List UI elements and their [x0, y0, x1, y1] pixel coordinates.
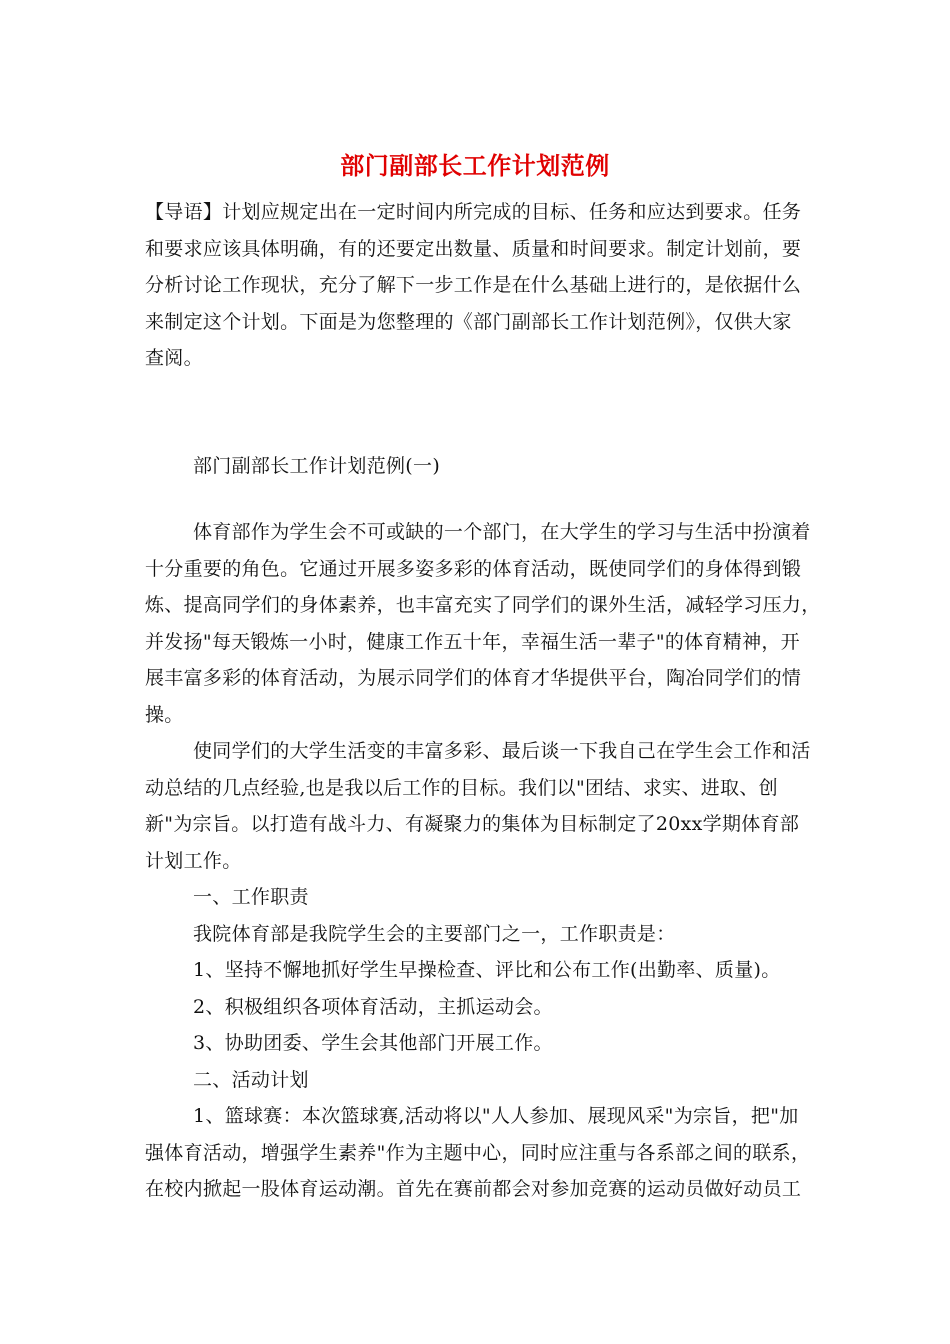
list-heading: 二、活动计划: [193, 1068, 309, 1091]
paragraph-line: 使同学们的大学生活变的丰富多彩、最后谈一下我自己在学生会工作和活: [193, 740, 811, 762]
list-heading: 一、工作职责: [193, 886, 309, 908]
paragraph-line: 体育部作为学生会不可或缺的一个部门，在大学生的学习与生活中扮演着: [193, 521, 811, 543]
paragraph-line: 1、篮球赛：本次篮球赛,活动将以"人人参加、展现风采"为宗旨，把"加: [193, 1105, 799, 1127]
paragraph-line: 新"为宗旨。以打造有战斗力、有凝聚力的集体为目标制定了20xx学期体育部: [145, 813, 800, 835]
paragraph-line: 展丰富多彩的体育活动，为展示同学们的体育才华提供平台，陶冶同学们的情: [145, 667, 802, 689]
paragraph-line: 动总结的几点经验,也是我以后工作的目标。我们以"团结、求实、进取、创: [145, 776, 778, 799]
paragraph-line: 在校内掀起一股体育运动潮。首先在赛前都会对参加竞赛的运动员做好动员工: [145, 1178, 802, 1200]
paragraph-line: 炼、提高同学们的身体素养，也丰富充实了同学们的课外生活，减轻学习压力，: [145, 594, 821, 616]
intro-line: 来制定这个计划。下面是为您整理的《部门副部长工作计划范例》，仅供大家: [145, 310, 792, 333]
list-item: 2、积极组织各项体育活动，主抓运动会。: [193, 995, 553, 1018]
paragraph-line: 十分重要的角色。它通过开展多姿多彩的体育活动，既使同学们的身体得到锻: [145, 557, 802, 580]
paragraph-line: 并发扬"每天锻炼一小时，健康工作五十年，幸福生活一辈子"的体育精神，开: [145, 630, 800, 653]
paragraph-line: 计划工作。: [145, 849, 242, 872]
intro-line: 和要求应该具体明确，有的还要定出数量、质量和时间要求。制定计划前，要: [145, 237, 802, 260]
intro-line: 查阅。: [145, 347, 203, 369]
paragraph-line: 我院体育部是我院学生会的主要部门之一，工作职责是：: [193, 922, 676, 945]
list-item: 1、坚持不懈地抓好学生早操检查、评比和公布工作(出勤率、质量)。: [193, 959, 781, 981]
section-heading: 部门副部长工作计划范例(一): [193, 455, 441, 477]
paragraph-line: 强体育活动，增强学生素养"作为主题中心，同时应注重与各系部之间的联系，: [145, 1141, 811, 1164]
paragraph-line: 操。: [145, 703, 184, 726]
list-item: 3、协助团委、学生会其他部门开展工作。: [193, 1032, 553, 1054]
document-title: 部门副部长工作计划范例: [340, 151, 610, 180]
intro-paragraph: [145, 194, 807, 377]
body-text: [145, 514, 821, 1208]
intro-line: 【导语】计划应规定出在一定时间内所完成的目标、任务和应达到要求。任务: [145, 201, 802, 223]
intro-line: 分析讨论工作现状，充分了解下一步工作是在什么基础上进行的，是依据什么: [145, 274, 802, 296]
